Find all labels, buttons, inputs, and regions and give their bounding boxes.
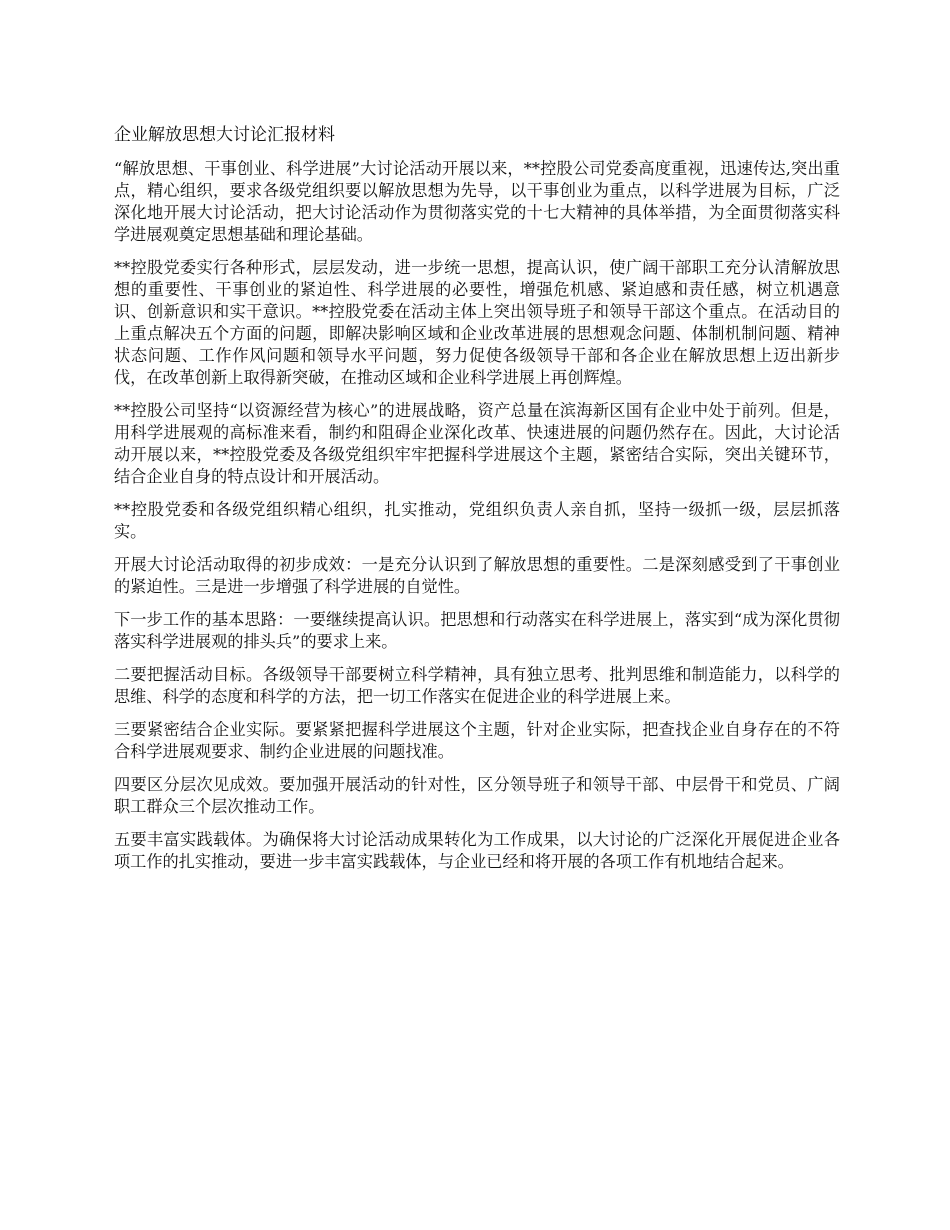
paragraph-8: 三要紧密结合企业实际。要紧紧把握科学进展这个主题，针对企业实际，把查找企业自身存在的不符合科学进展观要求、制约企业进展的问题找准。: [114, 720, 840, 761]
paragraph-7: 二要把握活动目标。各级领导干部要树立科学精神，具有独立思考、批判思维和制造能力，以科学的思维、科学的态度和科学的方法，把一切工作落实在促进企业的科学进展上来。: [114, 665, 840, 706]
paragraph-2: **控股党委实行各种形式，层层发动，进一步统一思想，提高认识，使广阔干部职工充分认清解放思想的重要性、干事创业的紧迫性、科学进展的必要性，增强危机感、紧迫感和责任感，树立机遇意识、创新意识和实干意识。**控股党委在活动主体上突出领导班子和领导干部这个重点。在活动目的上重点解决五个方面的问题，即解决影响区域和企业改革进展的思想观念问题、体制机制问题、精神状态问题、工作作风问题和领导水平问题，努力促使各级领导干部和各企业在解放思想上迈出新步伐，在改革创新上取得新突破，在推动区域和企业科学进展上再创辉煌。: [114, 258, 840, 387]
document-title: 企业解放思想大讨论汇报材料: [114, 125, 335, 145]
paragraph-3: **控股公司坚持“以资源经营为核心”的进展战略，资产总量在滨海新区国有企业中处于前列。但是，用科学进展观的高标准来看，制约和阻碍企业深化改革、快速进展的问题仍然存在。因此，大讨论活动开展以来，**控股党委及各级党组织牢牢把握科学进展这个主题，紧密结合实际，突出关键环节，结合企业自身的特点设计和开展活动。: [114, 401, 840, 486]
paragraph-1: “解放思想、干事创业、科学进展”大讨论活动开展以来，**控股公司党委高度重视，迅速传达,突出重点，精心组织，要求各级党组织要以解放思想为先导，以干事创业为重点，以科学进展为目标，广泛深化地开展大讨论活动，把大讨论活动作为贯彻落实党的十七大精神的具体举措，为全面贯彻落实科学进展观奠定思想基础和理论基础。: [114, 159, 840, 244]
paragraph-5: 开展大讨论活动取得的初步成效：一是充分认识到了解放思想的重要性。二是深刻感受到了干事创业的紧迫性。三是进一步增强了科学进展的自觉性。: [114, 555, 840, 596]
paragraph-10: 五要丰富实践载体。为确保将大讨论活动成果转化为工作成果，以大讨论的广泛深化开展促进企业各项工作的扎实推动，要进一步丰富实践载体，与企业已经和将开展的各项工作有机地结合起来。: [114, 830, 840, 871]
paragraph-4: **控股党委和各级党组织精心组织，扎实推动，党组织负责人亲自抓，坚持一级抓一级，层层抓落实。: [114, 500, 840, 541]
document-page: [114, 124, 840, 884]
paragraph-9: 四要区分层次见成效。要加强开展活动的针对性，区分领导班子和领导干部、中层骨干和党员、广阔职工群众三个层次推动工作。: [114, 775, 840, 816]
paragraph-6: 下一步工作的基本思路：一要继续提高认识。把思想和行动落实在科学进展上，落实到“成为深化贯彻落实科学进展观的排头兵”的要求上来。: [114, 610, 840, 651]
